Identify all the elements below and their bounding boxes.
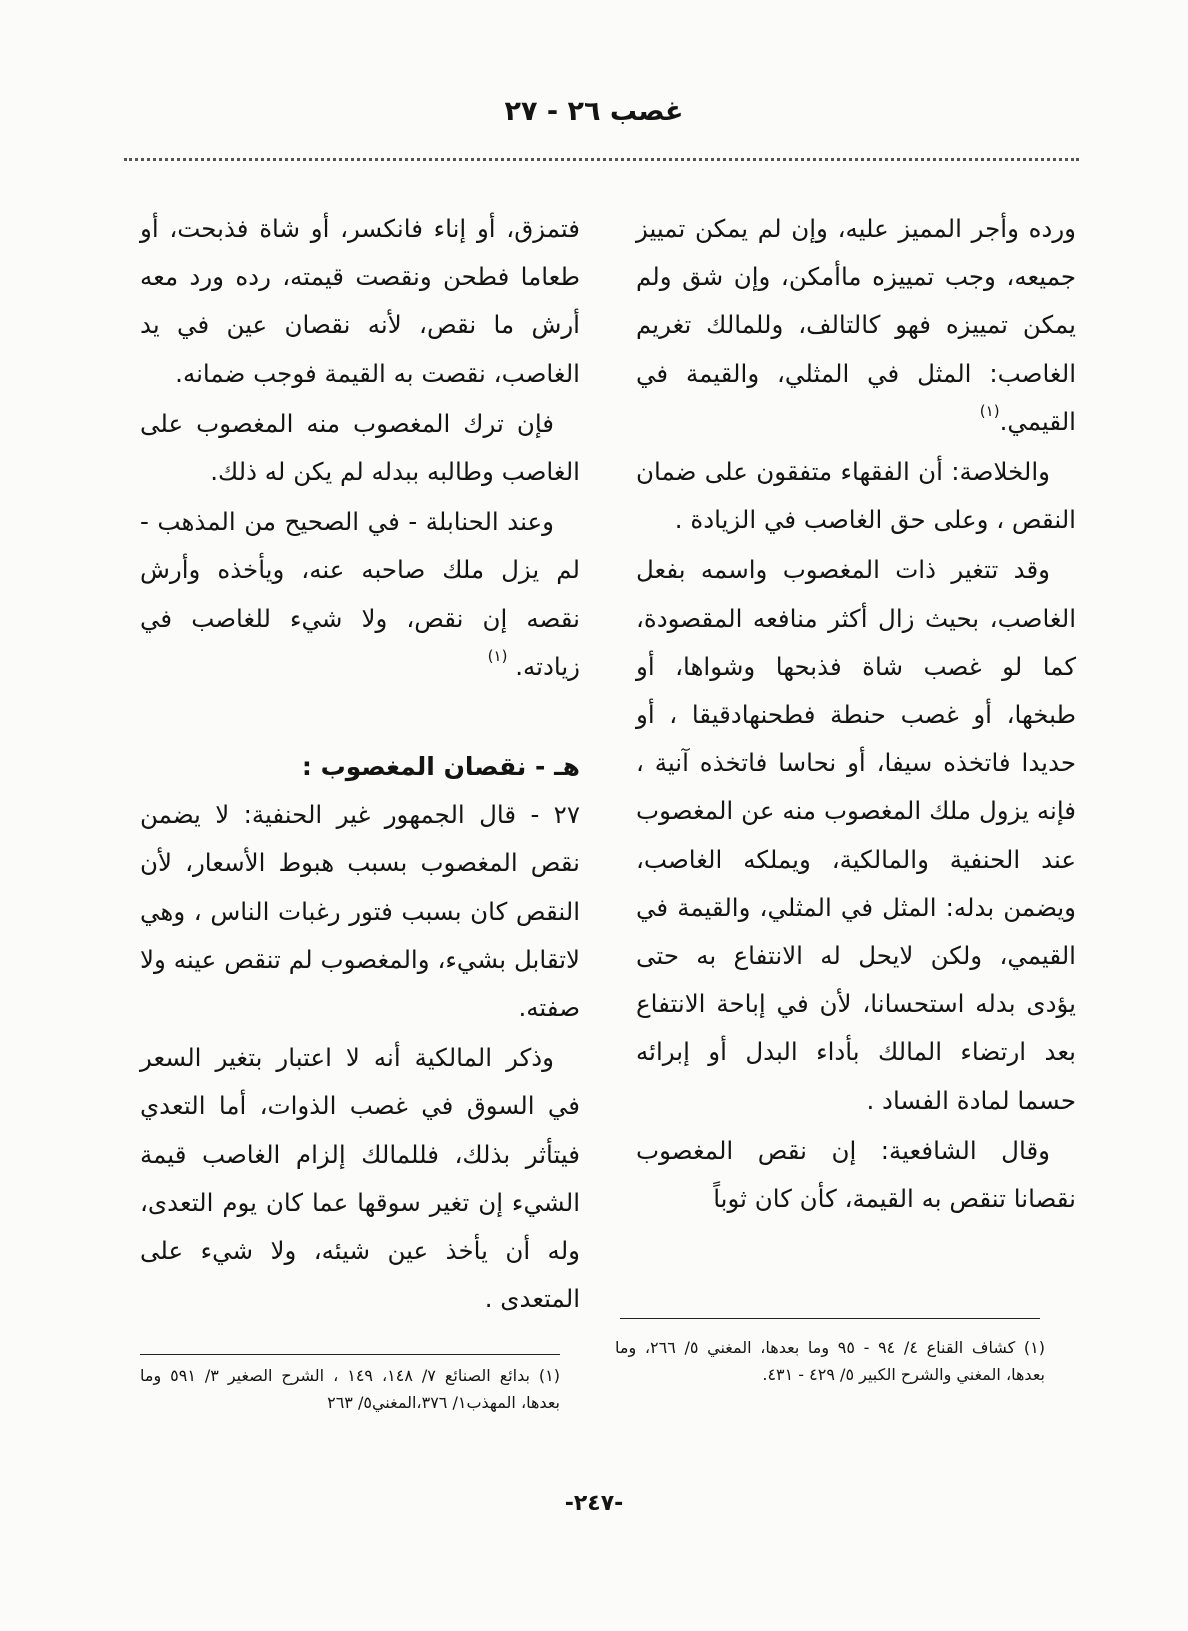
footnote-divider bbox=[620, 1318, 1040, 1319]
paragraph: فتمزق، أو إناء فانكسر، أو شاة فذبحت، أو طعاما فطحن ونقصت قيمته، رده ورد معه أرش ما نقص، لأنه نقصان عين في يد الغاصب، نقصت به القيمة فوجب ضمانه. bbox=[140, 214, 580, 388]
paragraph: ٢٧ - قال الجمهور غير الحنفية: لا يضمن نقص المغصوب بسبب هبوط الأسعار، لأن النقص كان بسبب فتور رغبات الناس ، وهي لاتقابل بشيء، والمغصوب لم تنقص عينه ولا صفته. bbox=[140, 800, 580, 1023]
paragraph: وذكر المالكية أنه لا اعتبار بتغير السعر في السوق في غصب الذوات، أما التعدي فيتأثر بذلك، فللمالك إلزام الغاصب قيمة الشيء إن تغير سوقها عما كان يوم التعدى، وله أن يأخذ عين شيئه، ولا شيء على المتعدى . bbox=[140, 1043, 580, 1314]
footnote-reference: (١) bbox=[979, 401, 1000, 420]
paragraph bbox=[140, 498, 580, 691]
header-dotted-divider bbox=[124, 158, 1079, 161]
left-column bbox=[140, 205, 580, 1323]
footnote-reference: (١) bbox=[487, 646, 508, 665]
footnote-divider bbox=[140, 1354, 560, 1355]
paragraph: والخلاصة: أن الفقهاء متفقون على ضمان النقص ، وعلى حق الغاصب في الزيادة . bbox=[636, 457, 1076, 535]
right-column bbox=[636, 205, 1076, 1223]
paragraph: فإن ترك المغصوب منه المغصوب على الغاصب وطالبه ببدله لم يكن له ذلك. bbox=[140, 408, 580, 487]
paragraph: وقد تتغير ذات المغصوب واسمه بفعل الغاصب، بحيث زال أكثر منافعه المقصودة، كما لو غصب شاة فذبحها وشواها، أو طبخها، أو غصب حنطة فطحنهادقيقا ، أو حديدا فاتخذه سيفا، أو نحاسا فاتخذه آنية ، فإنه يزول ملك المغصوب منه عن المغصوب عند الحنفية والمالكية، ويملكه الغاصب، ويضمن بدله: المثل في المثلي، والقيمة في القيمي، ولكن لايحل له الانتفاع به حتى يؤدى بدله استحسانا، لأن في إباحة الانتفاع بعد ارتضاء المالك بأداء البدل أو إبرائه حسما لمادة الفساد . bbox=[636, 555, 1076, 1115]
footnote-right: (١) كشاف القناع ٤/ ٩٤ - ٩٥ وما بعدها، المغني ٥/ ٢٦٦، وما بعدها، المغني والشرح الكبير ٥/ ٤٢٩ - ٤٣١. bbox=[615, 1338, 1045, 1384]
footnote-left: (١) بدائع الصنائع ٧/ ١٤٨، ١٤٩ ، الشرح الصغير ٣/ ٥٩١ وما بعدها، المهذب١/ ٣٧٦،المغني٥/ ٢٦٣ bbox=[140, 1366, 561, 1412]
paragraph: وقال الشافعية: إن نقص المغصوب نقصانا تنقص به القيمة، كأن كان ثوباً bbox=[636, 1135, 1076, 1214]
paragraph-text: ورده وأجر المميز عليه، وإن لم يمكن تمييز جميعه، وجب تمييزه ماأمكن، وإن شق ولم يمكن تمييزه فهو كالتالف، وللمالك تغريم الغاصب: المثل في المثلي، والقيمة في القيمي. bbox=[636, 214, 1076, 436]
running-header: غصب ٢٦ - ٢٧ bbox=[504, 96, 684, 127]
page-number: -٢٤٧- bbox=[564, 1491, 624, 1516]
paragraph bbox=[636, 205, 1076, 446]
section-heading: هـ - نقصان المغصوب : bbox=[301, 752, 580, 782]
paragraph-text: وعند الحنابلة - في الصحيح من المذهب - لم يزل ملك صاحبه عنه، ويأخذه وأرش نقصه إن نقص، ولا شيء للغاصب في زيادته. bbox=[140, 507, 580, 681]
